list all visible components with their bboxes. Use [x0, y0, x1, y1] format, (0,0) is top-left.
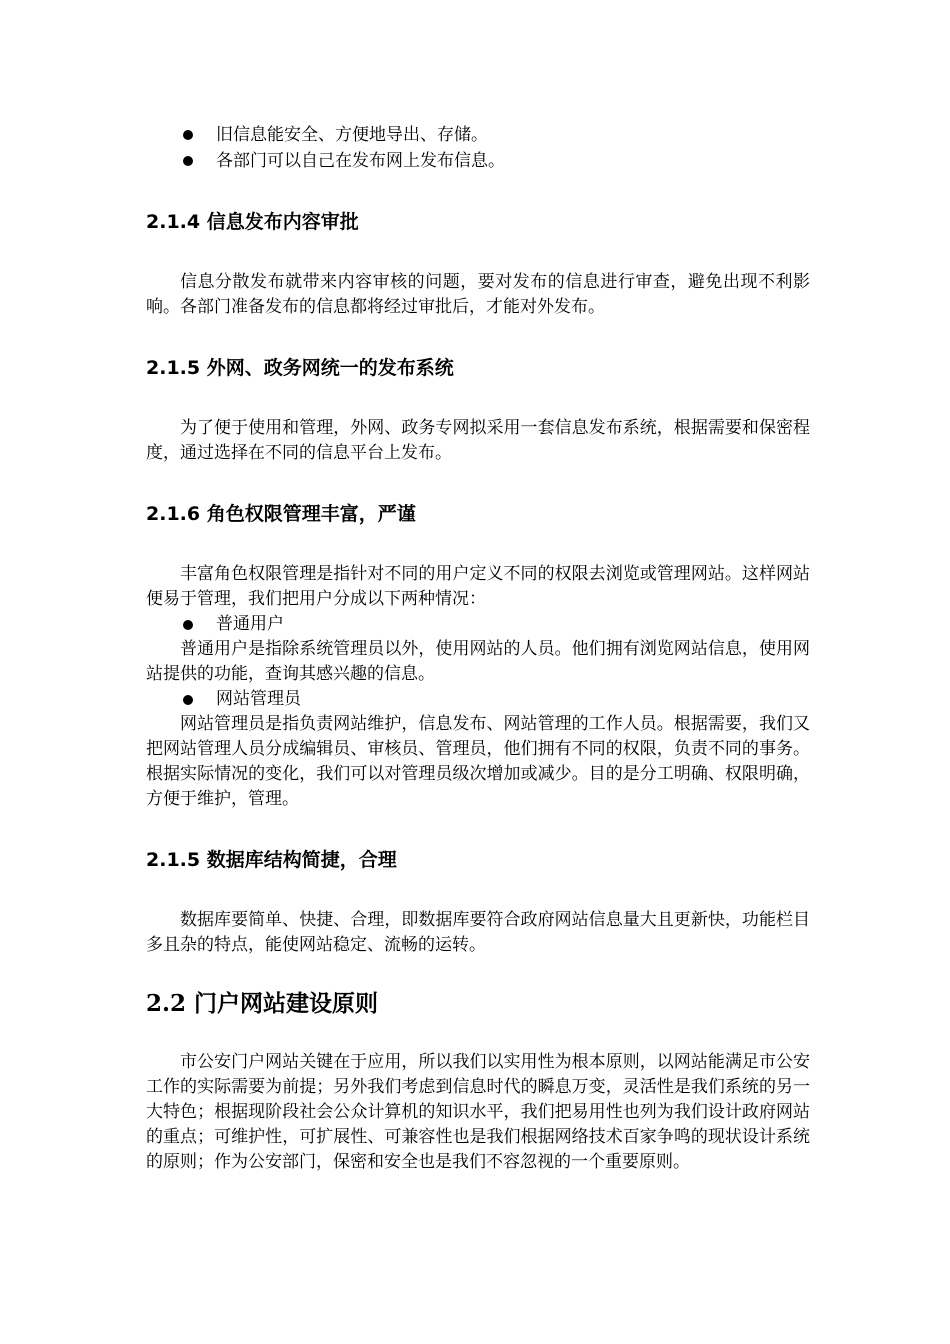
- bullet-text: 普通用户: [216, 614, 284, 634]
- section-paragraph: 数据库要简单、快捷、合理，即数据库要符合政府网站信息量大且更新快，功能栏目多且杂的特点，能使网站稳定、流畅的运转。: [146, 910, 810, 955]
- section-heading-2-1-5-a: 2.1.5 外网、政务网统一的发布系统: [146, 357, 454, 379]
- section-paragraph: 信息分散发布就带来内容审核的问题，要对发布的信息进行审查，避免出现不利影响。各部门准备发布的信息都将经过审批后，才能对外发布。: [146, 272, 810, 317]
- bullet-item: [146, 687, 810, 712]
- section-paragraph: 为了便于使用和管理，外网、政务专网拟采用一套信息发布系统，根据需要和保密程度，通过选择在不同的信息平台上发布。: [146, 418, 810, 463]
- document-page: [146, 122, 810, 1175]
- bullet-dot-icon: [183, 620, 193, 630]
- section-paragraph: 丰富角色权限管理是指针对不同的用户定义不同的权限去浏览或管理网站。这样网站便易于管理，我们把用户分成以下两种情况：: [146, 564, 810, 609]
- bullet-text: 各部门可以自己在发布网上发布信息。: [216, 151, 505, 171]
- bullet-dot-icon: [183, 130, 193, 140]
- bullet-item: [146, 148, 810, 174]
- section-heading-2-1-5-b: 2.1.5 数据库结构简捷，合理: [146, 849, 397, 871]
- bullet-dot-icon: [183, 156, 193, 166]
- bullet-text: 旧信息能安全、方便地导出、存储。: [216, 125, 488, 145]
- bullet-dot-icon: [183, 695, 193, 705]
- section-paragraph: 网站管理员是指负责网站维护，信息发布、网站管理的工作人员。根据需要，我们又把网站管理人员分成编辑员、审核员、管理员，他们拥有不同的权限，负责不同的事务。根据实际情况的变化，我们可以对管理员级次增加或减少。目的是分工明确、权限明确，方便于维护，管理。: [146, 714, 810, 809]
- section-paragraph: 市公安门户网站关键在于应用，所以我们以实用性为根本原则，以网站能满足市公安工作的实际需要为前提；另外我们考虑到信息时代的瞬息万变，灵活性是我们系统的另一大特色；根据现阶段社会公众计算机的知识水平，我们把易用性也列为我们设计政府网站的重点；可维护性，可扩展性、可兼容性也是我们根据网络技术百家争鸣的现状设计系统的原则；作为公安部门，保密和安全也是我们不容忽视的一个重要原则。: [146, 1052, 810, 1172]
- bullet-item: [146, 122, 810, 148]
- bullet-item: [146, 612, 810, 637]
- section-heading-2-2: 2.2 门户网站建设原则: [146, 990, 379, 1017]
- section-heading-2-1-4: 2.1.4 信息发布内容审批: [146, 211, 359, 233]
- section-paragraph: 普通用户是指除系统管理员以外，使用网站的人员。他们拥有浏览网站信息，使用网站提供的功能，查询其感兴趣的信息。: [146, 639, 810, 684]
- bullet-text: 网站管理员: [216, 689, 301, 709]
- section-heading-2-1-6: 2.1.6 角色权限管理丰富，严谨: [146, 503, 416, 525]
